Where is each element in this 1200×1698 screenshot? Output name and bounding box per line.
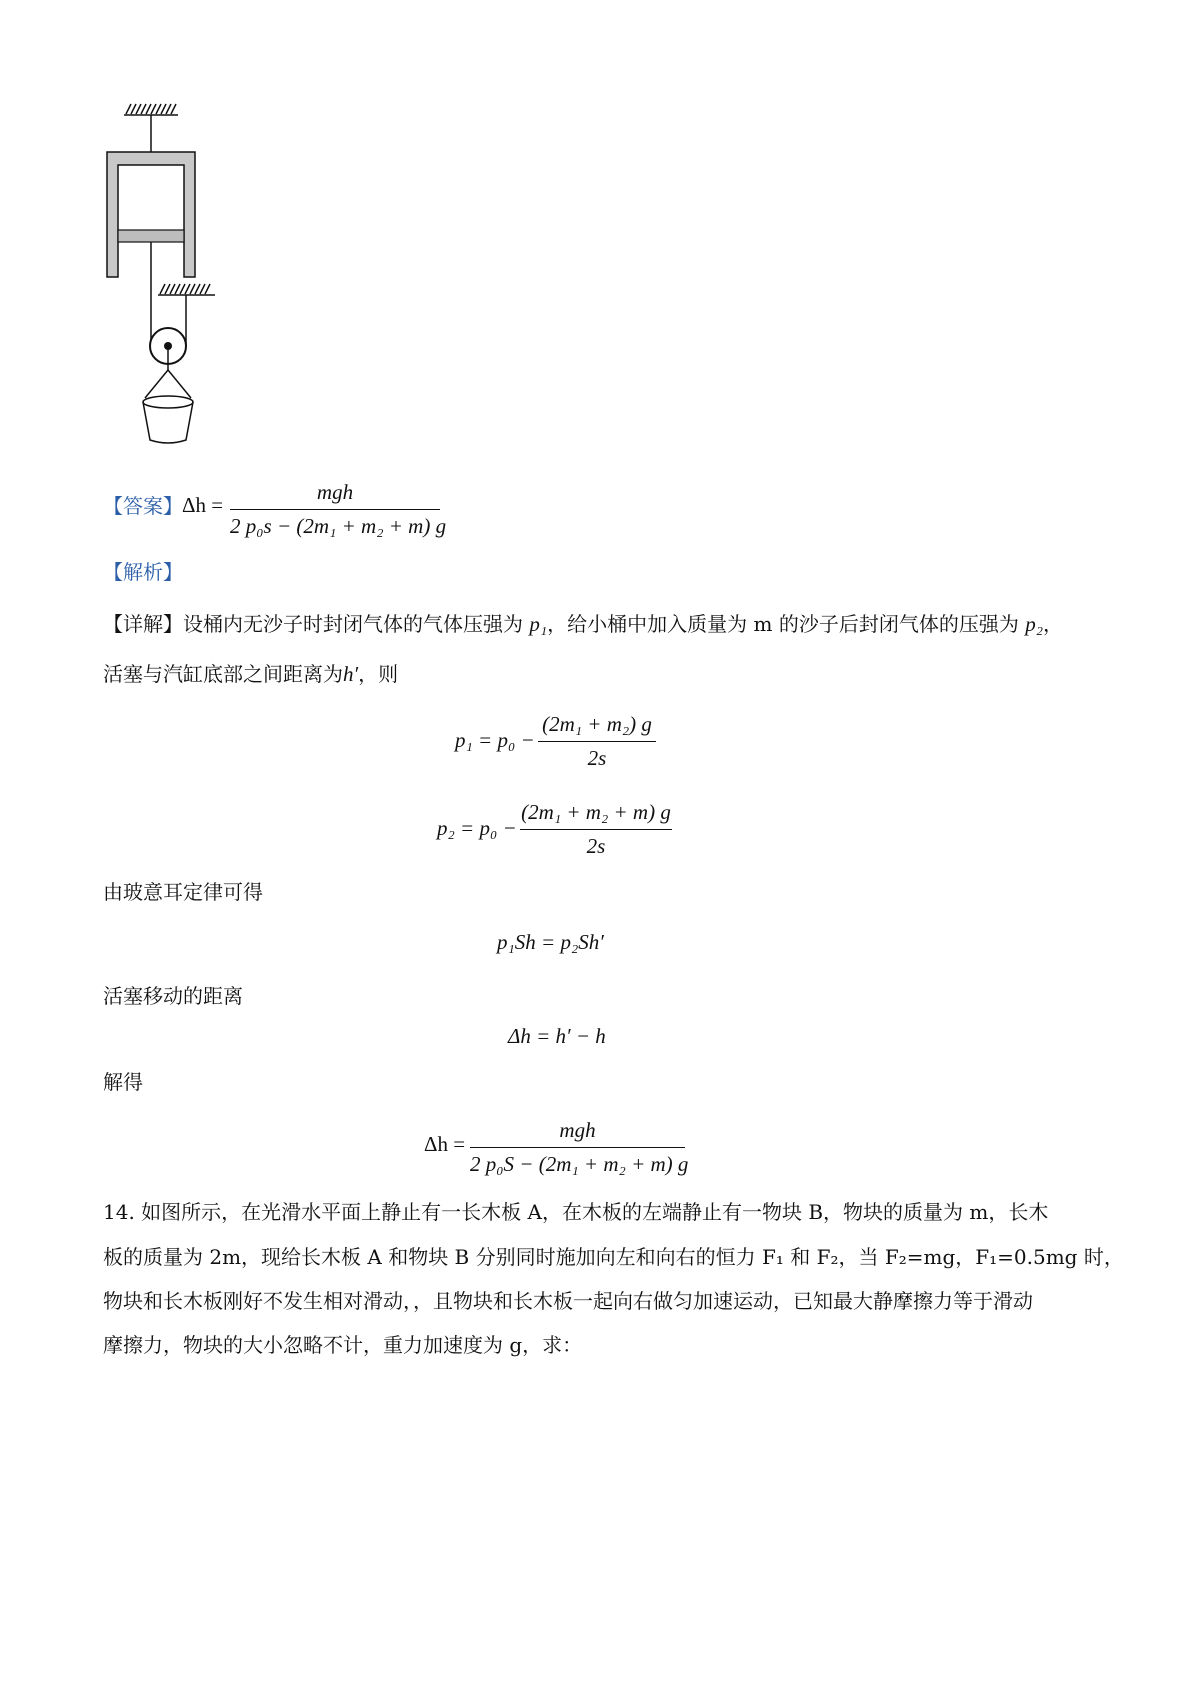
answer-denominator: 2 p₀s − (2m₁ + m₂ + m) g <box>230 514 447 538</box>
eq5-fraction: mgh 2 p₀S − (2m₁ + m₂ + m) g <box>470 1118 689 1176</box>
detail-line-1: 【详解】设桶内无沙子时封闭气体的气体压强为 p₁，给小桶中加入质量为 m 的沙子后封闭气体的压强为 p₂， <box>103 612 1064 636</box>
pulley-hatch <box>158 284 215 295</box>
detail-line-2: 活塞与汽缸底部之间距离为h′，则 <box>103 662 399 686</box>
eq3: p₁Sh = p₂Sh′ <box>497 930 604 954</box>
q14-line-2: 板的质量为 2m，现给长木板 A 和物块 B 分别同时施加向左和向右的恒力 F₁ 和 F₂，当 F₂=mg，F₁=0.5mg 时， <box>103 1245 1124 1269</box>
apparatus-figure <box>100 100 230 460</box>
analysis-label: 【解析】 <box>103 560 183 584</box>
answer-lhs: Δh = <box>182 493 224 517</box>
answer-label: 【答案】 <box>103 494 183 518</box>
answer-fraction <box>230 480 447 539</box>
eq1-lhs: p₁ = p₀ − <box>455 728 535 752</box>
eq2-lhs: p₂ = p₀ − <box>437 816 517 840</box>
eq4: Δh = h′ − h <box>508 1024 606 1048</box>
eq2-fraction: (2m₁ + m₂ + m) g 2s <box>521 800 671 858</box>
q14-line-1: 14. 如图所示，在光滑水平面上静止有一长木板 A，在木板的左端静止有一物块 B，物块的质量为 m，长木 <box>103 1200 1049 1224</box>
q14-line-3: 物块和长木板刚好不发生相对滑动，，且物块和长木板一起向右做匀加速运动，已知最大静摩擦力等于滑动 <box>103 1289 1033 1313</box>
text-boyle: 由玻意耳定律可得 <box>103 880 263 904</box>
text-move: 活塞移动的距离 <box>103 984 243 1008</box>
q14-line-4: 摩擦力，物块的大小忽略不计，重力加速度为 g，求： <box>103 1333 583 1357</box>
detail-label: 【详解】 <box>103 612 183 636</box>
eq5-lhs: Δh = <box>424 1132 466 1156</box>
text-solve: 解得 <box>103 1070 143 1094</box>
eq1-fraction: (2m₁ + m₂) g 2s <box>538 712 656 771</box>
piston <box>118 230 184 242</box>
bucket-rim <box>143 396 193 408</box>
ceiling-hatch <box>124 104 178 115</box>
answer-numerator: mgh <box>316 480 354 504</box>
